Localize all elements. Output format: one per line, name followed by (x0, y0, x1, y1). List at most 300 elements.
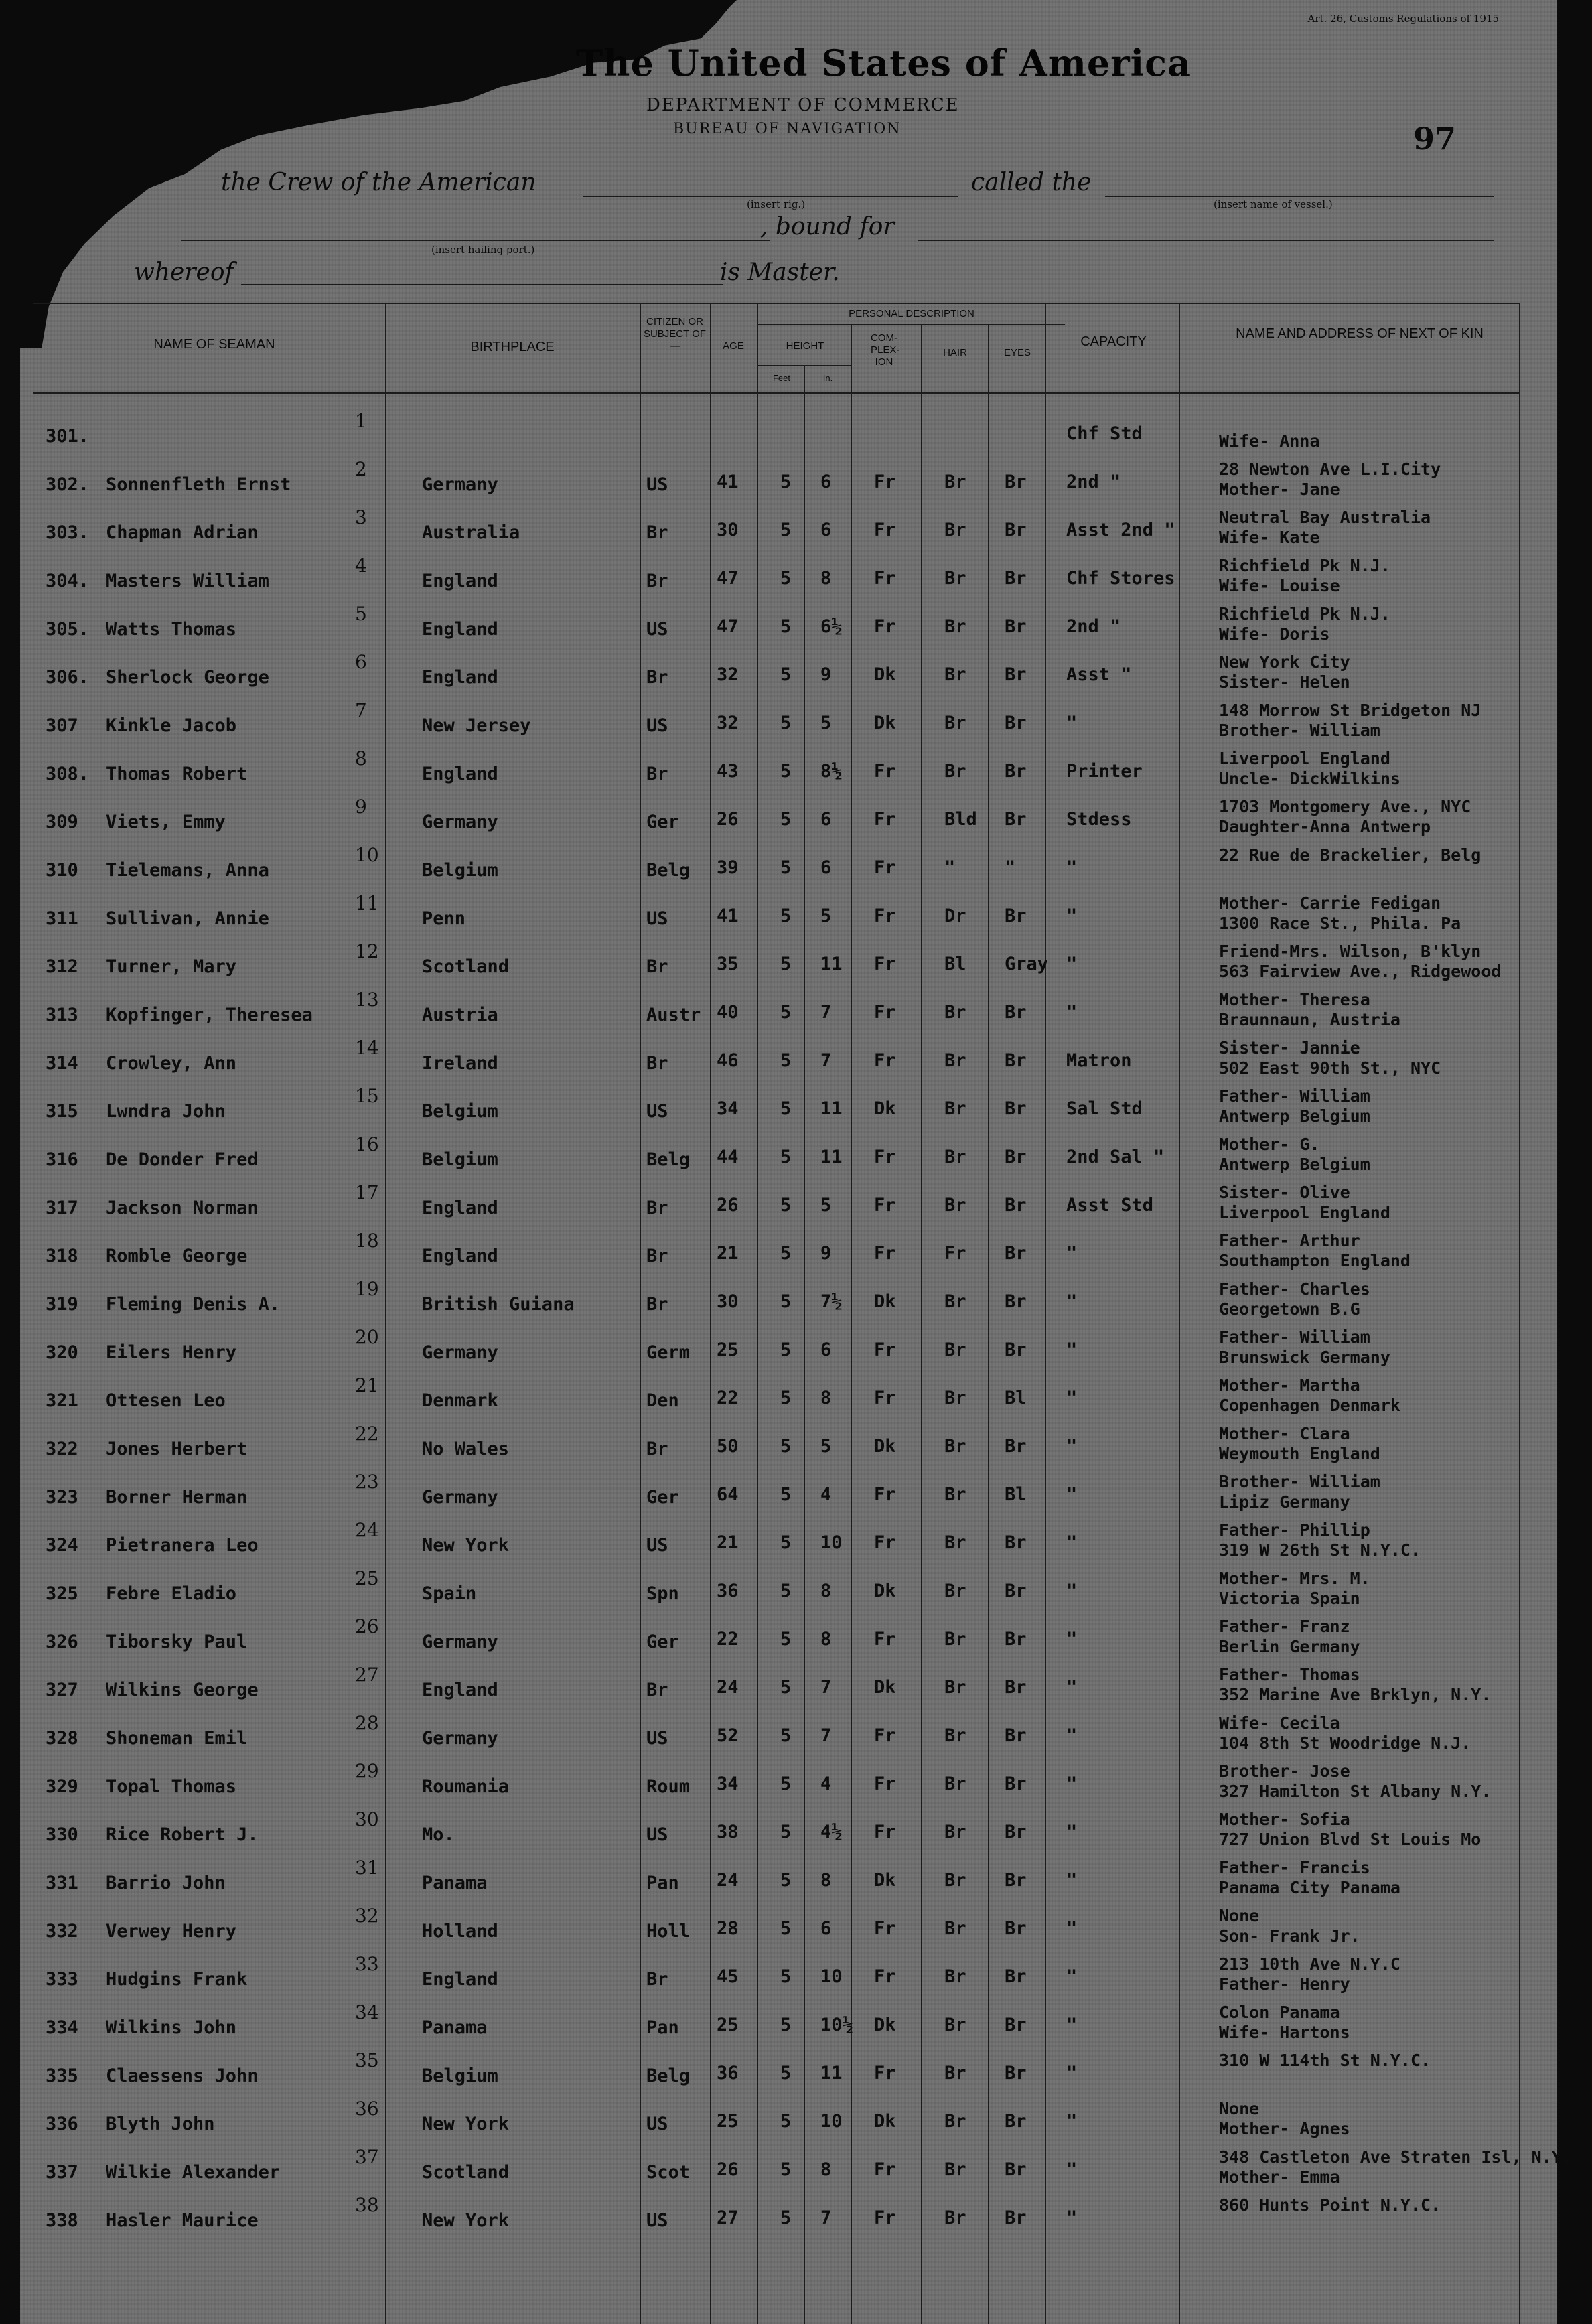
capacity: " (1066, 1581, 1078, 1601)
complexion: Fr (874, 520, 896, 540)
row-index: 311 (46, 908, 78, 929)
age: 35 (717, 954, 739, 974)
next-of-kin-line-2: Brother- William (1219, 721, 1380, 740)
table-row (20, 1661, 1557, 1709)
citizenship: Ger (646, 812, 679, 832)
height-feet: 5 (780, 471, 792, 492)
age: 28 (717, 1918, 739, 1939)
next-of-kin-line-2: Uncle- DickWilkins (1219, 769, 1400, 788)
height-inches: 8 (820, 1870, 832, 1891)
height-feet: 5 (780, 1822, 792, 1842)
age: 30 (717, 1291, 739, 1312)
citizenship: Belg (646, 2065, 691, 2086)
complexion: Dk (874, 2015, 896, 2035)
table-row (20, 455, 1557, 504)
seaman-name: Tiborsky Paul (106, 1631, 248, 1652)
table-row (20, 600, 1557, 648)
eye-color: Br (1005, 1773, 1027, 1794)
next-of-kin-line-2: Mother- Agnes (1219, 2119, 1350, 2138)
table-row (20, 1227, 1557, 1275)
height-inches: 9 (820, 664, 832, 685)
seaman-name: Febre Eladio (106, 1583, 237, 1604)
row-index: 301. (46, 426, 90, 447)
row-index: 314 (46, 1053, 78, 1074)
col-header-capacity: CAPACITY (1080, 334, 1147, 349)
height-feet: 5 (780, 857, 792, 878)
seaman-number: 26 (355, 1615, 379, 1638)
row-index: 333 (46, 1969, 78, 1990)
complexion: Fr (874, 2159, 896, 2180)
seaman-number: 24 (355, 1519, 379, 1541)
age: 45 (717, 1966, 739, 1987)
seaman-number: 2 (355, 458, 367, 480)
age: 47 (717, 616, 739, 637)
capacity: Chf Stores (1066, 568, 1175, 589)
row-index: 307 (46, 715, 78, 736)
eye-color: Bl (1005, 1484, 1027, 1505)
personal-subheader-line (757, 324, 1065, 325)
table-row (20, 1565, 1557, 1613)
height-inches: 11 (820, 1147, 843, 1167)
eye-color: Gray (1005, 954, 1049, 974)
birthplace: Belgium (422, 1101, 498, 1122)
citizenship: US (646, 1101, 668, 1122)
height-inches: 10 (820, 1966, 843, 1987)
height-feet: 5 (780, 1291, 792, 1312)
citizenship: US (646, 1728, 668, 1749)
row-index: 330 (46, 1824, 78, 1845)
vessel-hint: (insert name of vessel.) (1214, 198, 1333, 210)
height-inches: 8 (820, 1629, 832, 1650)
next-of-kin-line-2: Lipiz Germany (1219, 1492, 1350, 1512)
citizenship: Br (646, 1439, 668, 1459)
col-header-birthplace: BIRTHPLACE (470, 340, 555, 354)
complexion: Fr (874, 1629, 896, 1650)
birthplace: England (422, 1680, 498, 1700)
age: 36 (717, 1581, 739, 1601)
eye-color: Br (1005, 713, 1027, 733)
seaman-name: Wilkie Alexander (106, 2162, 281, 2183)
row-index: 320 (46, 1342, 78, 1363)
table-row (20, 938, 1557, 986)
capacity: Sal Std (1066, 1098, 1143, 1119)
birthplace: New Jersey (422, 715, 531, 736)
complexion: Fr (874, 568, 896, 589)
row-index: 312 (46, 956, 78, 977)
col-header-age: AGE (723, 340, 744, 352)
port-blank-line (181, 240, 770, 241)
age: 26 (717, 1195, 739, 1216)
eye-color: Br (1005, 761, 1027, 782)
age: 34 (717, 1098, 739, 1119)
next-of-kin-line-2: Daughter-Anna Antwerp (1219, 817, 1431, 837)
capacity: Stdess (1066, 809, 1132, 830)
rig-hint: (insert rig.) (747, 198, 806, 210)
seaman-number: 25 (355, 1567, 379, 1589)
row-index: 317 (46, 1197, 78, 1218)
table-row (20, 1806, 1557, 1854)
eye-color: Br (1005, 2111, 1027, 2132)
height-inches: 6 (820, 809, 832, 830)
seaman-name: Sullivan, Annie (106, 908, 269, 929)
table-row (20, 1034, 1557, 1082)
age: 41 (717, 471, 739, 492)
seaman-number: 30 (355, 1808, 379, 1830)
birthplace: Scotland (422, 2162, 510, 2183)
next-of-kin-line-2: Father- Henry (1219, 1974, 1350, 1994)
next-of-kin-line-2: Wife- Doris (1219, 624, 1330, 644)
next-of-kin-line-1: Colon Panama (1219, 2003, 1340, 2022)
port-hint: (insert hailing port.) (431, 244, 535, 256)
complexion: Fr (874, 1339, 896, 1360)
seaman-number: 23 (355, 1471, 379, 1493)
table-row (20, 1420, 1557, 1468)
capacity: " (1066, 905, 1078, 926)
complexion: Fr (874, 1822, 896, 1842)
height-inches: 5 (820, 713, 832, 733)
complexion: Fr (874, 1532, 896, 1553)
eye-color: Br (1005, 520, 1027, 540)
age: 38 (717, 1822, 739, 1842)
table-row (20, 504, 1557, 552)
height-feet: 5 (780, 713, 792, 733)
eye-color: Br (1005, 905, 1027, 926)
next-of-kin-line-1: 22 Rue de Brackelier, Belg (1219, 845, 1481, 865)
hair-color: Br (944, 1388, 966, 1408)
complexion: Fr (874, 1966, 896, 1987)
height-feet: 5 (780, 905, 792, 926)
row-index: 327 (46, 1680, 78, 1700)
next-of-kin-line-2: 319 W 26th St N.Y.C. (1219, 1540, 1421, 1560)
next-of-kin-line-1: Friend-Mrs. Wilson, B'klyn (1219, 942, 1481, 961)
age: 24 (717, 1870, 739, 1891)
birthplace: England (422, 667, 498, 688)
bound-for-text: , bound for (760, 213, 895, 240)
seaman-number: 10 (355, 844, 379, 866)
crew-line-text: the Crew of the American (221, 169, 536, 196)
next-of-kin-line-1: Mother- G. (1219, 1135, 1320, 1154)
seaman-number: 7 (355, 699, 367, 721)
next-of-kin-line-2: Antwerp Belgium (1219, 1155, 1370, 1174)
citizenship: US (646, 1535, 668, 1556)
seaman-number: 13 (355, 989, 379, 1011)
birthplace: England (422, 1246, 498, 1266)
called-the-text: called the (971, 169, 1092, 196)
capacity: Chf Std (1066, 423, 1143, 444)
birthplace: Austria (422, 1005, 498, 1025)
next-of-kin-line-2: Copenhagen Denmark (1219, 1396, 1400, 1415)
birthplace: England (422, 619, 498, 640)
complexion: Dk (874, 2111, 896, 2132)
table-row (20, 986, 1557, 1034)
height-feet: 5 (780, 1484, 792, 1505)
capacity: " (1066, 2111, 1078, 2132)
row-index: 316 (46, 1149, 78, 1170)
complexion: Fr (874, 761, 896, 782)
hair-color: Br (944, 1147, 966, 1167)
row-index: 313 (46, 1005, 78, 1025)
table-row (20, 889, 1557, 938)
age: 22 (717, 1388, 739, 1408)
eye-color: Br (1005, 1339, 1027, 1360)
next-of-kin-line-2: Liverpool England (1219, 1203, 1390, 1222)
height-inches: 7 (820, 1677, 832, 1698)
citizenship: Br (646, 1294, 668, 1315)
height-inches: 4 (820, 1484, 832, 1505)
hair-color: Br (944, 1195, 966, 1216)
seaman-name: Tielemans, Anna (106, 860, 269, 881)
eye-color: Br (1005, 664, 1027, 685)
next-of-kin-line-1: 860 Hunts Point N.Y.C. (1219, 2195, 1441, 2215)
eye-color: Br (1005, 1870, 1027, 1891)
birthplace: Germany (422, 1631, 498, 1652)
birthplace: Germany (422, 812, 498, 832)
row-index: 303. (46, 522, 90, 543)
complexion: Fr (874, 954, 896, 974)
seaman-name: Hasler Maurice (106, 2210, 259, 2231)
eye-color: Br (1005, 616, 1027, 637)
hair-color: Br (944, 664, 966, 685)
complexion: Fr (874, 1388, 896, 1408)
height-inches: 10 (820, 2111, 843, 2132)
seaman-name: Kopfinger, Theresea (106, 1005, 313, 1025)
birthplace: Germany (422, 1342, 498, 1363)
eye-color: Br (1005, 1532, 1027, 1553)
birthplace: No Wales (422, 1439, 510, 1459)
rig-blank-line (583, 196, 958, 197)
capacity: 2nd " (1066, 616, 1121, 637)
table-row (20, 1082, 1557, 1131)
height-feet: 5 (780, 809, 792, 830)
age: 39 (717, 857, 739, 878)
next-of-kin-line-2: 1300 Race St., Phila. Pa (1219, 914, 1461, 933)
birthplace: England (422, 1197, 498, 1218)
eye-color: Br (1005, 568, 1027, 589)
next-of-kin-line-2: Wife- Hartons (1219, 2023, 1350, 2042)
row-index: 325 (46, 1583, 78, 1604)
height-feet: 5 (780, 568, 792, 589)
seaman-number: 12 (355, 940, 379, 962)
seaman-number: 35 (355, 2049, 379, 2072)
eye-color: Br (1005, 471, 1027, 492)
citizenship: US (646, 2210, 668, 2231)
complexion: Dk (874, 1436, 896, 1457)
seaman-name: De Donder Fred (106, 1149, 259, 1170)
row-index: 319 (46, 1294, 78, 1315)
next-of-kin-line-2: Wife- Louise (1219, 576, 1340, 595)
citizenship: Br (646, 522, 668, 543)
next-of-kin-line-1: Father- Charles (1219, 1279, 1370, 1299)
hair-color: Br (944, 2159, 966, 2180)
hair-color: Br (944, 1581, 966, 1601)
birthplace: New York (422, 2114, 510, 2134)
row-index: 322 (46, 1439, 78, 1459)
age: 46 (717, 1050, 739, 1071)
table-row (20, 1950, 1557, 1999)
next-of-kin-line-1: Liverpool England (1219, 749, 1390, 768)
complexion: Fr (874, 1773, 896, 1794)
next-of-kin-line-2: Wife- Kate (1219, 528, 1320, 547)
capacity: Printer (1066, 761, 1143, 782)
seaman-name: Kinkle Jacob (106, 715, 237, 736)
complexion: Dk (874, 713, 896, 733)
seaman-number: 3 (355, 506, 367, 528)
complexion: Fr (874, 2063, 896, 2084)
hair-color: Br (944, 1870, 966, 1891)
next-of-kin-line-2: Weymouth England (1219, 1444, 1380, 1463)
hair-color: Br (944, 1002, 966, 1023)
citizenship: Pan (646, 2017, 679, 2038)
next-of-kin-line-1: Neutral Bay Australia (1219, 508, 1431, 527)
birthplace: Germany (422, 1728, 498, 1749)
seaman-name: Hudgins Frank (106, 1969, 248, 1990)
capacity: " (1066, 2207, 1078, 2228)
height-inches: 5 (820, 1195, 832, 1216)
birthplace: Belgium (422, 1149, 498, 1170)
table-top-border (33, 303, 1519, 304)
next-of-kin-line-1: 28 Newton Ave L.I.City (1219, 459, 1441, 479)
citizenship: Den (646, 1390, 679, 1411)
height-inches: 6 (820, 471, 832, 492)
age: 25 (717, 1339, 739, 1360)
table-row (20, 1131, 1557, 1179)
capacity: " (1066, 1532, 1078, 1553)
age: 25 (717, 2015, 739, 2035)
seaman-number: 29 (355, 1760, 379, 1782)
birthplace: England (422, 764, 498, 784)
bureau-label: BUREAU OF NAVIGATION (673, 121, 901, 137)
next-of-kin-line-2: Son- Frank Jr. (1219, 1926, 1360, 1946)
seaman-name: Claessens John (106, 2065, 259, 2086)
eye-color: Br (1005, 809, 1027, 830)
citizenship: Br (646, 956, 668, 977)
birthplace: England (422, 571, 498, 591)
hair-color: Br (944, 2015, 966, 2035)
next-of-kin-line-1: 348 Castleton Ave Straten Isl, N.Y. (1219, 2147, 1572, 2167)
hair-color: Br (944, 1098, 966, 1119)
capacity: " (1066, 713, 1078, 733)
destination-blank-line (918, 240, 1494, 241)
height-inches: 7 (820, 1050, 832, 1071)
table-row (20, 552, 1557, 600)
eye-color: Br (1005, 1002, 1027, 1023)
complexion: Fr (874, 616, 896, 637)
col-header-hair: HAIR (943, 347, 967, 358)
row-index: 337 (46, 2162, 78, 2183)
table-row (20, 2191, 1557, 2240)
row-index: 334 (46, 2017, 78, 2038)
next-of-kin-line-1: Mother- Theresa (1219, 990, 1370, 1009)
seaman-name: Sonnenfleth Ernst (106, 474, 291, 495)
birthplace: Belgium (422, 860, 498, 881)
height-inches: 10½ (820, 2015, 853, 2035)
col-header-citizen: CITIZEN OR SUBJECT OF— (643, 316, 707, 352)
height-inches: 7 (820, 2207, 832, 2228)
height-inches: 9 (820, 1243, 832, 1264)
seaman-name: Viets, Emmy (106, 812, 226, 832)
hair-color: Br (944, 1532, 966, 1553)
row-index: 331 (46, 1873, 78, 1893)
hair-color: Br (944, 568, 966, 589)
complexion: Fr (874, 1147, 896, 1167)
next-of-kin-line-1: Richfield Pk N.J. (1219, 556, 1390, 575)
capacity: Matron (1066, 1050, 1132, 1071)
row-index: 305. (46, 619, 90, 640)
seaman-number: 4 (355, 555, 367, 577)
citizenship: US (646, 2114, 668, 2134)
eye-color: Br (1005, 1581, 1027, 1601)
row-index: 329 (46, 1776, 78, 1797)
row-index: 309 (46, 812, 78, 832)
seaman-name: Fleming Denis A. (106, 1294, 281, 1315)
eye-color: Br (1005, 1966, 1027, 1987)
age: 50 (717, 1436, 739, 1457)
row-index: 335 (46, 2065, 78, 2086)
next-of-kin-line-1: Mother- Mrs. M. (1219, 1569, 1370, 1588)
birthplace: Mo. (422, 1824, 455, 1845)
hair-color: Br (944, 1677, 966, 1698)
row-index: 336 (46, 2114, 78, 2134)
hair-color: Br (944, 1966, 966, 1987)
capacity: " (1066, 1388, 1078, 1408)
seaman-name: Watts Thomas (106, 619, 237, 640)
birthplace: Belgium (422, 2065, 498, 2086)
capacity: " (1066, 1002, 1078, 1023)
birthplace: Australia (422, 522, 520, 543)
table-row (20, 1613, 1557, 1661)
height-feet: 5 (780, 1050, 792, 1071)
seaman-number: 18 (355, 1230, 379, 1252)
next-of-kin-line-1: None (1219, 1906, 1260, 1926)
seaman-number: 36 (355, 2098, 379, 2120)
seaman-number: 21 (355, 1374, 379, 1396)
seaman-number: 37 (355, 2146, 379, 2168)
birthplace: New York (422, 1535, 510, 1556)
citizenship: US (646, 1824, 668, 1845)
height-feet: 5 (780, 1436, 792, 1457)
hair-color: Br (944, 2207, 966, 2228)
seaman-name: Blyth John (106, 2114, 215, 2134)
seaman-number: 20 (355, 1326, 379, 1348)
height-inches: 8 (820, 1388, 832, 1408)
seaman-name: Chapman Adrian (106, 522, 259, 543)
eye-color: " (1005, 857, 1016, 878)
seaman-number: 9 (355, 796, 367, 818)
capacity: " (1066, 1725, 1078, 1746)
next-of-kin-line-1: Father- Phillip (1219, 1520, 1370, 1540)
seaman-name: Barrio John (106, 1873, 226, 1893)
hair-color: Br (944, 2063, 966, 2084)
height-feet: 5 (780, 1581, 792, 1601)
row-index: 304. (46, 571, 90, 591)
eye-color: Br (1005, 2207, 1027, 2228)
height-inches: 11 (820, 954, 843, 974)
next-of-kin-line-2: Braunnaun, Austria (1219, 1010, 1400, 1029)
age: 64 (717, 1484, 739, 1505)
complexion: Fr (874, 809, 896, 830)
seaman-name: Wilkins George (106, 1680, 259, 1700)
row-index: 315 (46, 1101, 78, 1122)
height-feet: 5 (780, 2159, 792, 2180)
next-of-kin-line-2: Sister- Helen (1219, 672, 1350, 692)
height-inches: 11 (820, 1098, 843, 1119)
height-inches: 5 (820, 905, 832, 926)
height-feet: 5 (780, 1098, 792, 1119)
citizenship: Br (646, 1053, 668, 1074)
birthplace: Roumania (422, 1776, 510, 1797)
next-of-kin-line-2: 327 Hamilton St Albany N.Y. (1219, 1782, 1492, 1801)
next-of-kin-line-2: Mother- Emma (1219, 2167, 1340, 2187)
